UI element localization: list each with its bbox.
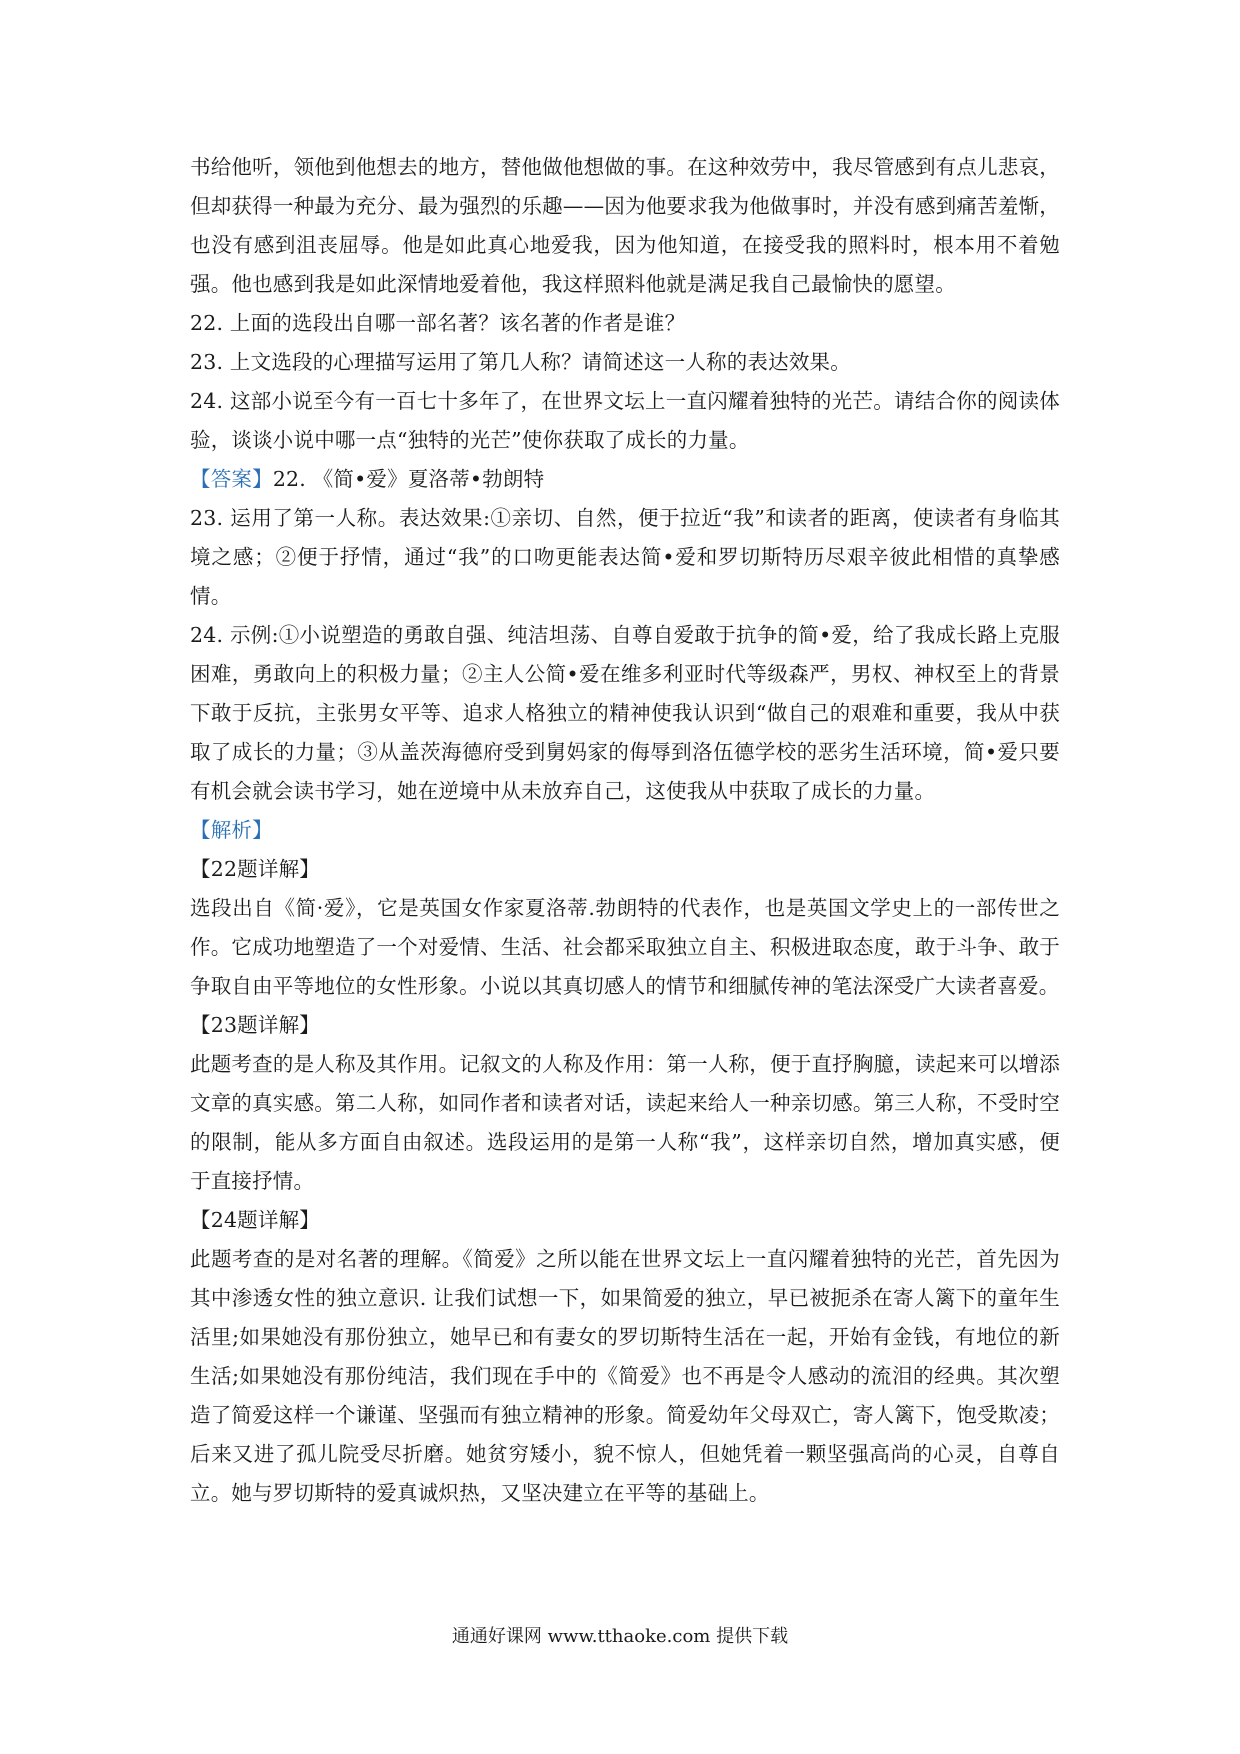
question-24: 24. 这部小说至今有一百七十多年了，在世界文坛上一直闪耀着独特的光芒。请结合你的阅读体验，谈谈小说中哪一点“独特的光芒”使你获取了成长的力量。 xyxy=(190,389,1060,452)
question-22: 22. 上面的选段出自哪一部名著？该名著的作者是谁？ xyxy=(190,311,686,335)
question-23: 23. 上文选段的心理描写运用了第几人称？请简述这一人称的表达效果。 xyxy=(190,350,851,374)
analysis-22-text: 选段出自《简·爱》，它是英国女作家夏洛蒂.勃朗特的代表作，也是英国文学史上的一部传世之作。它成功地塑造了一个对爱情、生活、社会都采取独立自主、积极进取态度，敢于斗争、敢于争取自由平等地位的女性形象。小说以其真切感人的情节和细腻传神的笔法深受广大读者喜爱。 xyxy=(190,896,1060,998)
answer-24: 24. 示例:①小说塑造的勇敢自强、纯洁坦荡、自尊自爱敢于抗争的简•爱，给了我成长路上克服困难，勇敢向上的积极力量；②主人公简•爱在维多利亚时代等级森严，男权、神权至上的背景下敢于反抗，主张男女平等、追求人格独立的精神使我认识到“做自己的艰难和重要，我从中获取了成长的力量；③从盖茨海德府受到舅妈家的侮辱到洛伍德学校的恶劣生活环境，简•爱只要有机会就会读书学习，她在逆境中从未放弃自己，这使我从中获取了成长的力量。 xyxy=(190,623,1060,803)
page-content xyxy=(190,148,1060,1513)
answer-22 xyxy=(190,460,1060,499)
analysis-22-heading: 【22题详解】 xyxy=(190,857,320,881)
answer-23: 23. 运用了第一人称。表达效果:①亲切、自然，便于拉近“我”和读者的距离，使读者有身临其境之感；②便于抒情，通过“我”的口吻更能表达简•爱和罗切斯特历尽艰辛彼此相惜的真挚感情。 xyxy=(190,506,1060,608)
analysis-24-text: 此题考查的是对名著的理解。《简爱》之所以能在世界文坛上一直闪耀着独特的光芒，首先因为其中渗透女性的独立意识. 让我们试想一下，如果简爱的独立，早已被扼杀在寄人篱下的童年生活里;如果她没有那份独立，她早已和有妻女的罗切斯特生活在一起，开始有金钱，有地位的新生活;如果她没有那份纯洁，我们现在手中的《简爱》也不再是令人感动的流泪的经典。其次塑造了简爱这样一个谦谨、坚强而有独立精神的形象。简爱幼年父母双亡，寄人篱下，饱受欺凌；后来又进了孤儿院受尽折磨。她贫穷矮小，貌不惊人，但她凭着一颗坚强高尚的心灵，自尊自立。她与罗切斯特的爱真诚炽热，又坚决建立在平等的基础上。 xyxy=(190,1247,1060,1505)
analysis-23-text: 此题考查的是人称及其作用。记叙文的人称及作用：第一人称，便于直抒胸臆，读起来可以增添文章的真实感。第二人称，如同作者和读者对话，读起来给人一种亲切感。第三人称，不受时空的限制，能从多方面自由叙述。选段运用的是第一人称“我”，这样亲切自然，增加真实感，便于直接抒情。 xyxy=(190,1052,1060,1193)
analysis-24-heading: 【24题详解】 xyxy=(190,1208,320,1232)
answer-label: 【答案】 xyxy=(190,467,273,491)
page-footer: 通通好课网 www.tthaoke.com 提供下载 xyxy=(451,1626,789,1647)
analysis-label: 【解析】 xyxy=(190,818,273,842)
answer-22-text: 22. 《简•爱》夏洛蒂•勃朗特 xyxy=(272,467,545,491)
analysis-23-heading: 【23题详解】 xyxy=(190,1013,320,1037)
passage-text: 书给他听，领他到他想去的地方，替他做他想做的事。在这种效劳中，我尽管感到有点儿悲哀，但却获得一种最为充分、最为强烈的乐趣——因为他要求我为他做事时，并没有感到痛苦羞惭，也没有感到沮丧屈辱。他是如此真心地爱我，因为他知道，在接受我的照料时，根本用不着勉强。他也感到我是如此深情地爱着他，我这样照料他就是满足我自己最愉快的愿望。 xyxy=(190,155,1060,296)
